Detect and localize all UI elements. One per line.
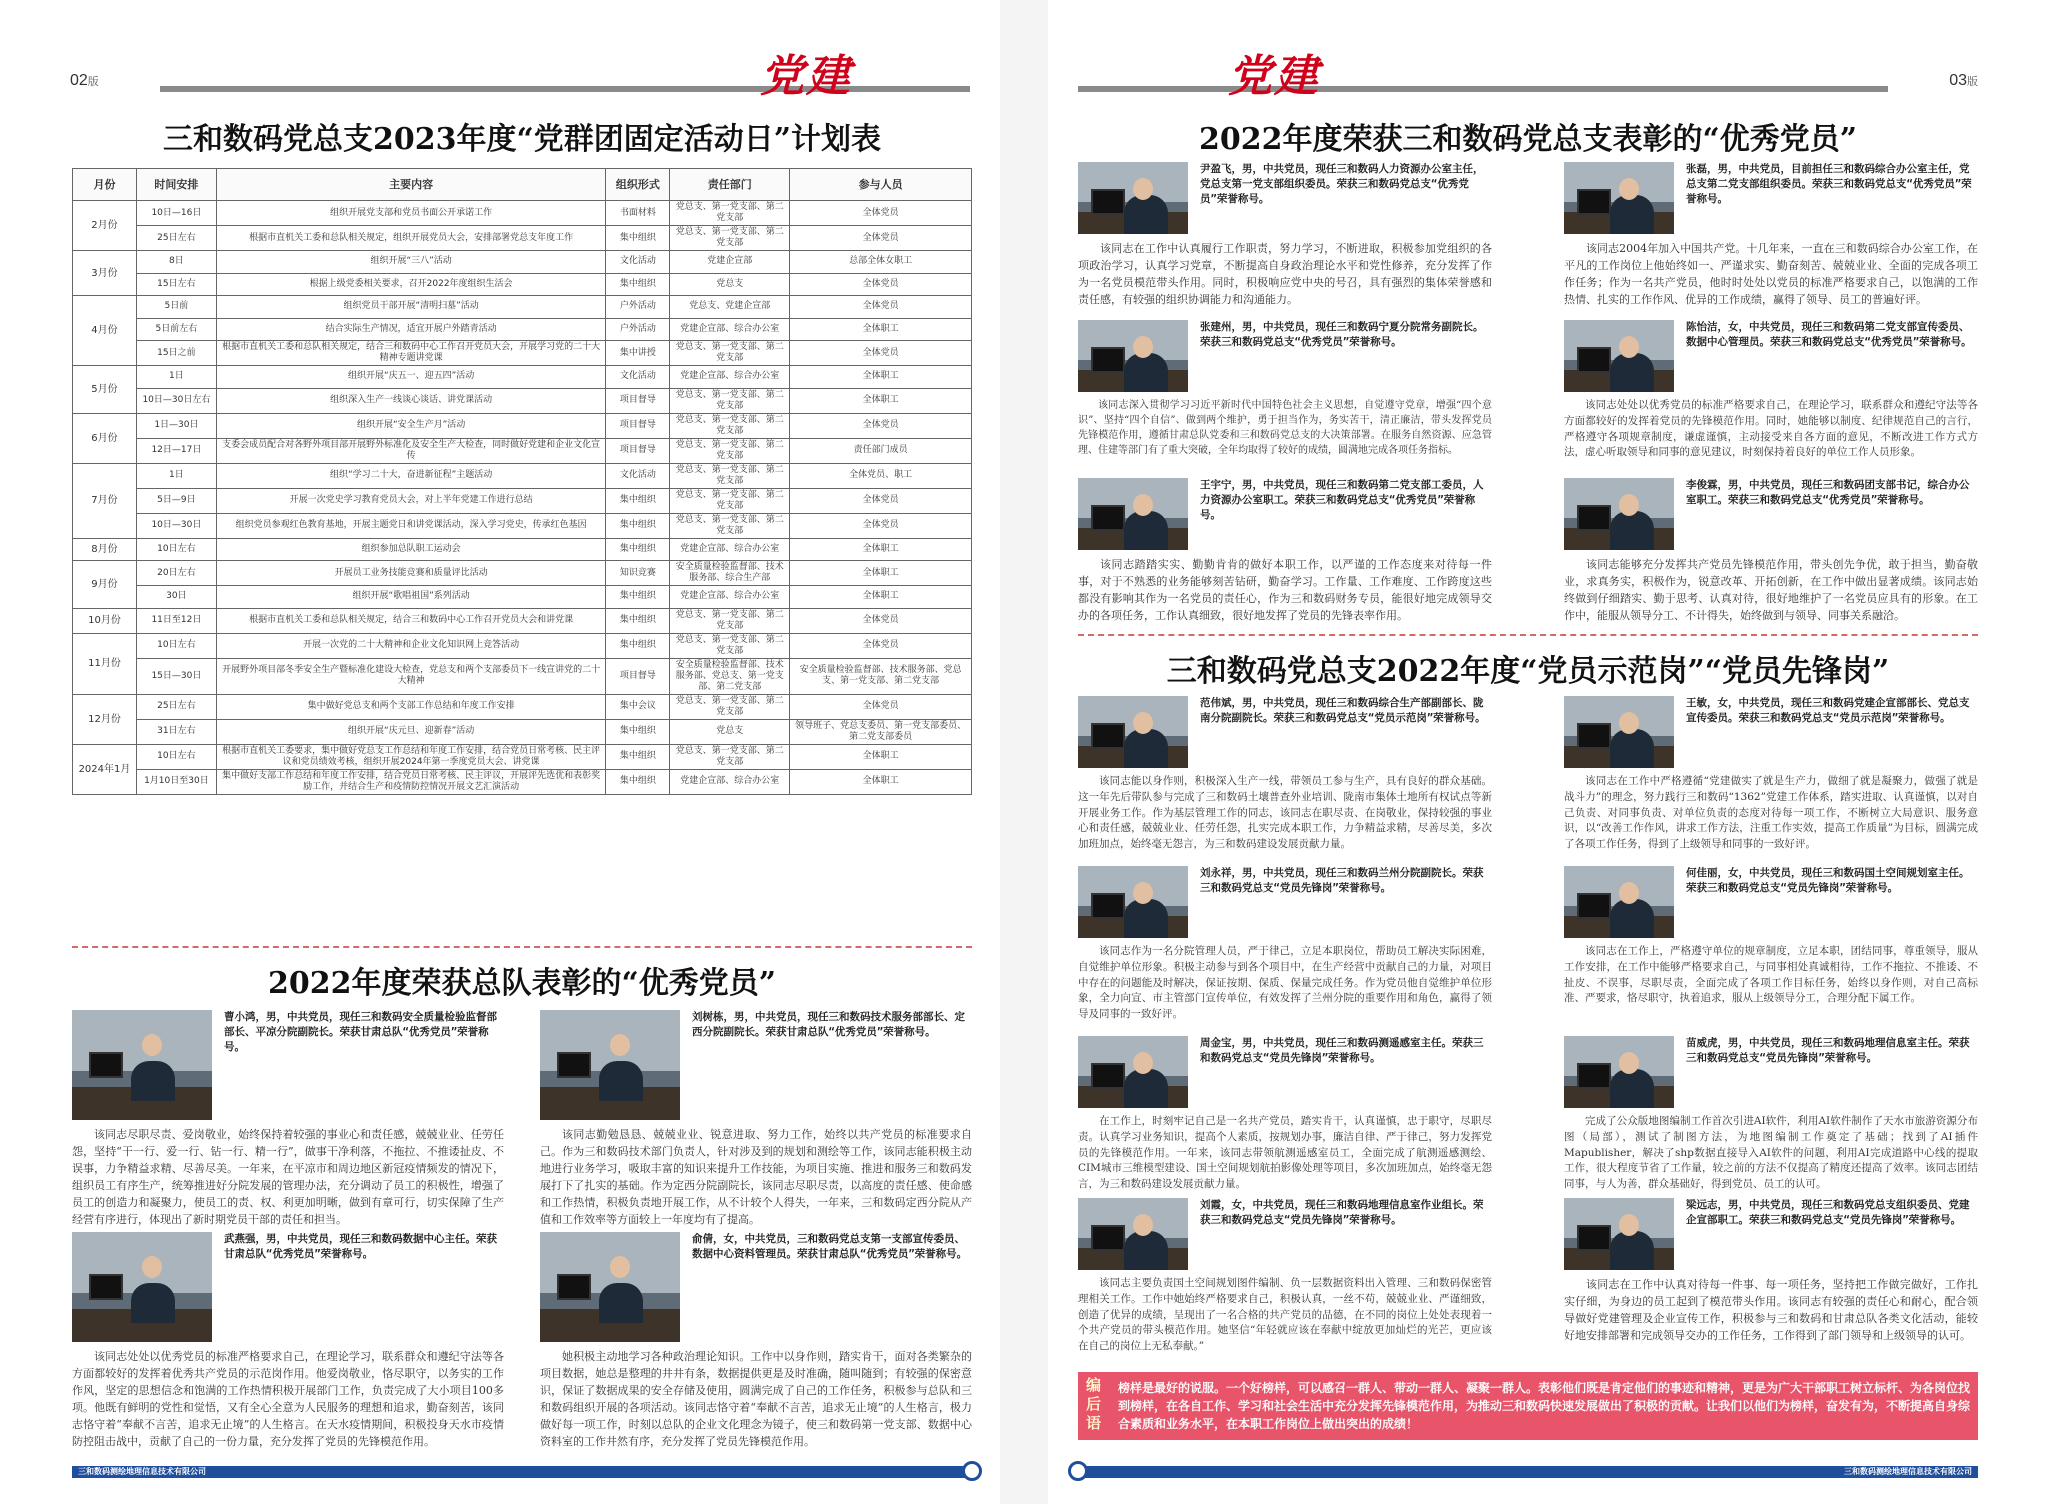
content-cell: 根据上级党委相关要求，召开2022年度组织生活会 xyxy=(216,273,606,296)
people-cell: 全体党员 xyxy=(790,413,972,438)
people-cell: 全体职工 xyxy=(790,769,972,794)
form-cell: 集中组织 xyxy=(606,744,670,769)
member-photo xyxy=(1564,866,1674,938)
time-cell: 10日左右 xyxy=(136,744,216,769)
dept-cell: 党总支 xyxy=(670,719,790,744)
table-header: 月份 xyxy=(73,169,137,201)
dept-cell: 党建企宣部、综合办公室 xyxy=(670,318,790,341)
member-card xyxy=(1564,1198,1978,1358)
table-row xyxy=(73,769,972,794)
month-cell: 11月份 xyxy=(73,633,137,694)
member-card xyxy=(1564,866,1978,1026)
member-text: 该同志尽职尽责、爱岗敬业，始终保持着较强的事业心和责任感，兢兢业业、任劳任怨，坚持“干一行、爱一行、钻一行、精一行”，做事干净利落，不拖拉、不推诿扯皮、不误事，力争精益求精、尽善尽美。一年来，在平凉市和周边地区新冠疫情频发的情况下，组织员工有序生产，统筹推进好分院发展的管理办法，充分调动了员工的积极性，增强了员工的创造力和凝聚力，使员工的责、权、利更加明晰，做到有章可行，切实保障了生产经营有序进行，体现出了新时期党员干部的责任和担当。 xyxy=(72,1128,504,1226)
member-intro: 张磊，男，中共党员，目前担任三和数码综合办公室主任，党总支第二党支部组织委员。荣获三和数码党总支“优秀党员”荣誉称号。 xyxy=(1686,163,1972,205)
member-photo xyxy=(1078,320,1188,392)
plan-title: 三和数码党总支2023年度“党群团固定活动日”计划表 xyxy=(162,122,881,157)
dept-cell: 党总支、第一党支部、第二党支部 xyxy=(670,226,790,251)
pioneer-title: 三和数码党总支2022年度“党员示范岗”“党员先锋岗” xyxy=(1166,654,1890,689)
member-text: 她积极主动地学习各种政治理论知识。工作中以身作则，踏实肯干，面对各类繁杂的项目数据，她总是整理的井井有条，数据提供更是及时准确，随叫随到；有较强的保密意识，保证了数据成果的安全存储及使用，圆满完成了自己的工作任务，积极参与总队和三和数码组织开展的各项活动。该同志恪守着“奉献不言苦，追求无止境”的人生格言，极力做好每一项工作，时刻以总队的企业文化理念为镜子，使三和数码第一党支部、数据中心资料室的工作井然有序，充分发挥了党员先锋模范作用。 xyxy=(540,1350,972,1448)
people-cell: 全体党员 xyxy=(790,273,972,296)
time-cell: 1日 xyxy=(136,366,216,389)
member-text: 该同志能够充分发挥共产党员先锋模范作用，带头创先争优，敢于担当，勤奋敬业，求真务实，积极作为，锐意改革、开拓创新，在工作中做出显著成绩。该同志始终做到仔细踏实、勤于思考、认真对待，很好地维护了一名党员应具有的形象。在工作中，能服从领导分工、不计得失，始终做到与领导、同事关系融洽。 xyxy=(1564,558,1978,622)
people-cell: 全体党员 xyxy=(790,694,972,719)
content-cell: 组织开展“庆元旦、迎新春”活动 xyxy=(216,719,606,744)
time-cell: 1月10日至30日 xyxy=(136,769,216,794)
member-text: 该同志在工作上，严格遵守单位的规章制度，立足本职，团结同事，尊重领导，服从工作安排，在工作中能够严格要求自己，与同事相处真诚相待，工作不拖拉、不推诿、不扯皮、不误事，尽职尽责，全面完成了各项工作目标任务，始终以身作则，对自己高标准、严要求，恪尽职守，执着追求，服从上级领导分工，合理分配下属工作。 xyxy=(1564,945,1978,1005)
member-text: 该同志深入贯彻学习习近平新时代中国特色社会主义思想，自觉遵守党章，增强“四个意识”、坚持“四个自信”、做到两个维护，勇于担当作为，务实苦干，清正廉洁，带头发挥党员先锋模范作用，遵循甘肃总队党委和三和数码党总支的大决策部署。在服务自然资源、应急管理、住建等部门有了重大突破，全年均取得了较好的成绩，圆满地完成各项任务指标。 xyxy=(1078,400,1492,456)
excellent-title: 2022年度荣获三和数码党总支表彰的“优秀党员” xyxy=(1198,122,1857,157)
form-cell: 集中组织 xyxy=(606,488,670,513)
people-cell: 全体党员 xyxy=(790,633,972,658)
month-cell: 4月份 xyxy=(73,296,137,366)
content-cell: 组织“学习二十大，奋进新征程”主题活动 xyxy=(216,463,606,488)
member-intro: 梁远志，男，中共党员，现任三和数码党总支组织委员、党建企宣部职工。荣获三和数码党总支“党员先锋岗”荣誉称号。 xyxy=(1686,1199,1970,1226)
member-card xyxy=(540,1232,972,1452)
form-cell: 集中组织 xyxy=(606,719,670,744)
table-row xyxy=(73,658,972,694)
member-intro: 尹盈飞，男，中共党员，现任三和数码人力资源办公室主任，党总支第一党支部组织委员。荣获三和数码党总支“优秀党员”荣誉称号。 xyxy=(1200,163,1484,205)
table-row xyxy=(73,719,972,744)
form-cell: 文化活动 xyxy=(606,366,670,389)
dept-cell: 党建企宣部 xyxy=(670,251,790,274)
member-photo xyxy=(1078,1036,1188,1108)
member-photo xyxy=(1564,162,1674,234)
member-photo xyxy=(1078,696,1188,768)
form-cell: 文化活动 xyxy=(606,251,670,274)
member-text: 该同志勤勉恳恳、兢兢业业、锐意进取、努力工作，始终以共产党员的标准要求自己。作为三和数码技术部门负责人，针对涉及到的规划和测绘等工作，该同志能积极主动地进行业务学习，吸取丰富的知识来提升工作技能，为项目实施、推进和服务三和数码发展打下了扎实的基础。作为定西分院副院长，该同志尽职尽责，以高度的责任感、使命感和工作热情，积极负责地开展工作，从不计较个人得失，一年来，三和数码定西分院从产值和工作效率等方面较上一年度均有了提高。 xyxy=(540,1128,972,1226)
content-cell: 根据市直机关工委和总队相关规定，结合三和数码中心工作召开党员大会和讲党课 xyxy=(216,608,606,633)
table-header: 参与人员 xyxy=(790,169,972,201)
editor-label: 编后语 xyxy=(1086,1376,1102,1432)
time-cell: 30日 xyxy=(136,586,216,609)
month-cell: 8月份 xyxy=(73,538,137,561)
member-card xyxy=(540,1010,972,1230)
table-row xyxy=(73,413,972,438)
form-cell: 户外活动 xyxy=(606,318,670,341)
member-card xyxy=(72,1232,504,1452)
section-divider xyxy=(1078,634,1978,636)
page-number: 02版 xyxy=(70,72,99,89)
member-card xyxy=(1078,320,1492,470)
form-cell: 集中组织 xyxy=(606,769,670,794)
people-cell: 总部全体女职工 xyxy=(790,251,972,274)
form-cell: 文化活动 xyxy=(606,463,670,488)
plan-table xyxy=(72,168,972,795)
page-03 xyxy=(1048,0,2048,1504)
member-photo xyxy=(1564,1036,1674,1108)
table-row xyxy=(73,388,972,413)
people-cell: 全体职工 xyxy=(790,744,972,769)
footer-bar xyxy=(72,1466,972,1478)
month-cell: 12月份 xyxy=(73,694,137,744)
member-text: 该同志主要负责国土空间规划图件编制、负一层数据资料出入管理、三和数码保密管理相关工作。工作中她始终严格要求自己，积极认真，一丝不苟，兢兢业业、严谨细致，创造了优异的成绩，呈现出了一名合格的共产党员的品德，在不同的岗位上处处表现着一个共产党员的带头模范作用。她坚信“年轻就应该在奉献中绽放更加灿烂的光芒，更应该在自己的岗位上无私奉献。” xyxy=(1078,1277,1492,1352)
member-intro: 李俊霖，男，中共党员，现任三和数码团支部书记，综合办公室职工。荣获三和数码党总支“优秀党员”荣誉称号。 xyxy=(1686,479,1970,506)
people-cell: 全体职工 xyxy=(790,586,972,609)
dept-cell: 党总支、第一党支部、第二党支部 xyxy=(670,513,790,538)
dept-cell: 党总支、第一党支部、第二党支部 xyxy=(670,463,790,488)
member-text: 该同志2004年加入中国共产党。十几年来，一直在三和数码综合办公室工作，在平凡的工作岗位上他始终如一、严谨求实、勤奋刻苦、兢兢业业、全面的完成各项工作任务；作为一名共产党员，他时时处处以党员的标准严格要求自己，以饱满的工作热情、扎实的工作作风、优异的工作成绩，赢得了领导、员工的普遍好评。 xyxy=(1564,242,1978,306)
time-cell: 25日左右 xyxy=(136,226,216,251)
content-cell: 组织开展“三八”活动 xyxy=(216,251,606,274)
member-intro: 张建州，男，中共党员，现任三和数码宁夏分院常务副院长。荣获三和数码党总支“优秀党员”荣誉称号。 xyxy=(1200,321,1484,348)
table-header: 组织形式 xyxy=(606,169,670,201)
member-card xyxy=(1078,866,1492,1026)
dept-cell: 安全质量检验监督部、技术服务部、综合生产部 xyxy=(670,561,790,586)
member-intro: 范伟斌，男，中共党员，现任三和数码综合生产部副部长、陇南分院副院长。荣获三和数码党总支“党员示范岗”荣誉称号。 xyxy=(1200,697,1486,724)
time-cell: 5日前 xyxy=(136,296,216,319)
content-cell: 组织开展“歌唱祖国”系列活动 xyxy=(216,586,606,609)
member-intro: 刘永祥，男，中共党员，现任三和数码兰州分院副院长。荣获三和数码党总支“党员先锋岗”荣誉称号。 xyxy=(1200,867,1484,894)
dept-cell: 党总支、第一党支部、第二党支部 xyxy=(670,413,790,438)
center-gutter xyxy=(1000,0,1048,1504)
member-intro: 王敏，女，中共党员，现任三和数码党建企宣部部长、党总支宣传委员。荣获三和数码党总支“党员示范岗”荣誉称号。 xyxy=(1686,697,1970,724)
dept-cell: 党总支、第一党支部、第二党支部 xyxy=(670,744,790,769)
content-cell: 组织深入生产一线谈心谈话、讲党课活动 xyxy=(216,388,606,413)
member-text: 该同志能以身作则，积极深入生产一线，带领员工参与生产，具有良好的群众基础。这一年先后带队参与完成了三和数码土壤普查外业培训、陇南市集体土地所有权试点等新开展业务工作。作为基层管理工作的同志，该同志在职尽责、在岗敬业，保持较强的事业心和责任感，兢兢业业、任劳任怨，扎实完成本职工作，力争精益求精，尽善尽美，多次加班加点，始终毫无怨言，为三和数码建设发展贡献力量。 xyxy=(1078,775,1492,850)
member-card xyxy=(1078,162,1492,312)
month-cell: 3月份 xyxy=(73,251,137,296)
table-row xyxy=(73,463,972,488)
time-cell: 31日左右 xyxy=(136,719,216,744)
editor-text: 榜样是最好的说服。一个好榜样，可以感召一群人、带动一群人、凝聚一群人。表彰他们既是肯定他们的事迹和精神，更是为广大干部职工树立标杆、为各岗位找到榜样，在各自工作、学习和社会生活中充分发挥先锋模范作用，为推动三和数码快速发展做出了积极的贡献。让我们以他们为榜样，奋发有为，不断提高自身综合素质和业务水平，在本职工作岗位上做出突出的成绩！ xyxy=(1118,1381,1971,1431)
time-cell: 20日左右 xyxy=(136,561,216,586)
dangjian-logo: 党建 xyxy=(1228,51,1320,102)
dept-cell: 党总支、党建企宣部 xyxy=(670,296,790,319)
member-text: 在工作上，时刻牢记自己是一名共产党员，踏实肯干，认真谨慎，忠于职守，尽职尽责。认真学习业务知识，提高个人素质，按规划办事，廉洁自律、严于律己，努力发挥党员的先锋模范作用。一年来，该同志带领航测遥感室员工，全面完成了航测遥感测绘、CIM城市三维模型建设、国土空间规划航拍影像处理等项目，多次加班加点，始终毫无怨言，为三和数码建设发展贡献力量。 xyxy=(1078,1115,1492,1190)
table-row xyxy=(73,226,972,251)
member-photo xyxy=(1078,866,1188,938)
form-cell: 集中组织 xyxy=(606,586,670,609)
member-intro: 王宇宁，男，中共党员，现任三和数码第二党支部工委员，人力资源办公室职工。荣获三和数码党总支“优秀党员”荣誉称号。 xyxy=(1200,479,1484,521)
people-cell: 全体职工 xyxy=(790,366,972,389)
form-cell: 知识竞赛 xyxy=(606,561,670,586)
member-card xyxy=(1564,162,1978,312)
content-cell: 组织开展“安全生产月”活动 xyxy=(216,413,606,438)
member-photo xyxy=(1564,1198,1674,1270)
people-cell: 全体党员、职工 xyxy=(790,463,972,488)
section-title-excellent-team: 2022年度荣获总队表彰的“优秀党员” xyxy=(267,966,776,1001)
content-cell: 组织党员参观红色教育基地，开展主题党日和讲党课活动，深入学习党史，传承红色基因 xyxy=(216,513,606,538)
content-cell: 组织开展党支部和党员书面公开承诺工作 xyxy=(216,201,606,226)
table-row xyxy=(73,366,972,389)
content-cell: 组织开展“庆五一、迎五四”活动 xyxy=(216,366,606,389)
people-cell: 全体党员 xyxy=(790,296,972,319)
table-row xyxy=(73,438,972,463)
content-cell: 结合实际生产情况，适宜开展户外踏青活动 xyxy=(216,318,606,341)
content-cell: 开展员工业务技能竞赛和质量评比活动 xyxy=(216,561,606,586)
time-cell: 1日 xyxy=(136,463,216,488)
content-cell: 组织党员干部开展“清明扫墓”活动 xyxy=(216,296,606,319)
people-cell: 领导班子、党总支委员、第一党支部委员、第二党支部委员 xyxy=(790,719,972,744)
dept-cell: 党总支 xyxy=(670,273,790,296)
table-row xyxy=(73,201,972,226)
month-cell: 10月份 xyxy=(73,608,137,633)
member-photo xyxy=(540,1010,680,1120)
content-cell: 集中做好支部工作总结和年度工作安排，结合党员日常考核、民主评议，开展评先选优和表彰奖励工作，并结合生产和疫情防控情况开展文艺汇演活动 xyxy=(216,769,606,794)
member-text: 该同志处处以优秀党员的标准严格要求自己，在理论学习，联系群众和遵纪守法等各方面都较好的发挥着党员的先锋模范作用。同时，她能够以制度、纪律规范自己的言行，严格遵守各项规章制度，谦虚谨慎，主动接受来自各方面的意见，不断改进工作方式方法，虚心听取领导和同事的意见建议，时刻保持着良好的单位工作人员形象。 xyxy=(1564,399,1978,459)
table-header: 责任部门 xyxy=(670,169,790,201)
table-row xyxy=(73,561,972,586)
table-row xyxy=(73,273,972,296)
time-cell: 10日—30日 xyxy=(136,513,216,538)
member-photo xyxy=(1564,320,1674,392)
member-card xyxy=(1078,478,1492,628)
footer-circle xyxy=(1068,1461,1088,1481)
form-cell: 书面材料 xyxy=(606,201,670,226)
member-card xyxy=(1564,1036,1978,1196)
month-cell: 2月份 xyxy=(73,201,137,251)
footer-company: 三和数码测绘地理信息技术有限公司 xyxy=(1844,1467,1972,1476)
form-cell: 项目督导 xyxy=(606,388,670,413)
time-cell: 11日至12日 xyxy=(136,608,216,633)
member-card xyxy=(1564,478,1978,628)
masthead xyxy=(70,40,970,100)
member-card xyxy=(1078,696,1492,856)
table-row xyxy=(73,296,972,319)
member-photo xyxy=(72,1232,212,1342)
member-photo xyxy=(1078,478,1188,550)
editor-note xyxy=(1078,1372,1978,1440)
time-cell: 15日之前 xyxy=(136,341,216,366)
member-intro: 陈怡洁，女，中共党员，现任三和数码第二党支部宣传委员、数据中心管理员。荣获三和数码党总支“优秀党员”荣誉称号。 xyxy=(1686,321,1972,348)
table-row xyxy=(73,318,972,341)
form-cell: 集中会议 xyxy=(606,694,670,719)
people-cell: 全体职工 xyxy=(790,538,972,561)
dept-cell: 党建企宣部、综合办公室 xyxy=(670,538,790,561)
content-cell: 根据市直机关工委和总队相关规定，组织开展党员大会，安排部署党总支年度工作 xyxy=(216,226,606,251)
time-cell: 5日—9日 xyxy=(136,488,216,513)
time-cell: 10日—30日左右 xyxy=(136,388,216,413)
people-cell: 全体党员 xyxy=(790,513,972,538)
member-card xyxy=(1564,696,1978,856)
time-cell: 25日左右 xyxy=(136,694,216,719)
member-photo xyxy=(72,1010,212,1120)
member-text: 该同志在工作中认真对待每一件事、每一项任务，坚持把工作做完做好，工作扎实仔细，为身边的员工起到了模范带头作用。该同志有较强的责任心和耐心，配合领导做好党建管理及企业宣传工作，积极参与三和数码和甘肃总队各类文化活动，能较好地安排部署和完成领导交办的工作任务，工作得到了部门领导和上级领导的认可。 xyxy=(1564,1278,1978,1342)
table-row xyxy=(73,341,972,366)
table-row xyxy=(73,513,972,538)
dept-cell: 党建企宣部、综合办公室 xyxy=(670,586,790,609)
people-cell: 全体党员 xyxy=(790,226,972,251)
form-cell: 集中组织 xyxy=(606,633,670,658)
form-cell: 项目督导 xyxy=(606,658,670,694)
member-text: 该同志处处以优秀党员的标准严格要求自己，在理论学习，联系群众和遵纪守法等各方面都较好的发挥着优秀共产党员的示范岗作用。他爱岗敬业，恪尽职守，以务实的工作作风，坚定的思想信念和饱满的工作热情积极开展部门工作，负责完成了大小项目100多项。他既有鲜明的党性和觉悟，又有全心全意为人民服务的理想和追求，勤奋刻苦，该同志恪守着“奉献不言苦，追求无止境”的人生格言。在天水疫情期间，积极投身天水市疫情防控阻击战中，贡献了自己的一份力量，充分发挥了党员的先锋模范作用。 xyxy=(72,1350,504,1448)
table-row xyxy=(73,633,972,658)
content-cell: 根据市直机关工委和总队相关规定，结合三和数码中心工作召开党员大会，开展学习党的二十大精神专题讲党课 xyxy=(216,341,606,366)
time-cell: 12日—17日 xyxy=(136,438,216,463)
month-cell: 7月份 xyxy=(73,463,137,538)
footer-bar xyxy=(1078,1466,1978,1478)
time-cell: 10日—16日 xyxy=(136,201,216,226)
dangjian-logo: 党建 xyxy=(760,51,852,102)
people-cell: 全体职工 xyxy=(790,561,972,586)
content-cell: 组织参加总队职工运动会 xyxy=(216,538,606,561)
page-02 xyxy=(0,0,1000,1504)
time-cell: 15日—30日 xyxy=(136,658,216,694)
member-intro: 周金宝，男，中共党员，现任三和数码测遥感室主任。荣获三和数码党总支“党员先锋岗”荣誉称号。 xyxy=(1200,1037,1484,1064)
people-cell: 全体党员 xyxy=(790,608,972,633)
people-cell: 全体职工 xyxy=(790,388,972,413)
member-intro: 曹小鸿，男，中共党员，现任三和数码安全质量检验监督部部长、平凉分院副院长。荣获甘肃总队“优秀党员”荣誉称号。 xyxy=(224,1011,497,1053)
people-cell: 责任部门成员 xyxy=(790,438,972,463)
dept-cell: 党总支、第一党支部、第二党支部 xyxy=(670,341,790,366)
member-text: 该同志踏踏实实、勤勤肯肯的做好本职工作，以严谨的工作态度来对待每一件事，对于不熟悉的业务能够刻苦钻研，勤奋学习。工作量、工作难度、工作跨度这些都没有影响其作为一名党员的责任心，作为三和数码财务专员，能很好地完成领导交办的各项任务，工作认真细致，很好地发挥了党员的先锋表率作用。 xyxy=(1078,558,1492,622)
people-cell: 全体党员 xyxy=(790,341,972,366)
table-header: 主要内容 xyxy=(216,169,606,201)
people-cell: 全体职工 xyxy=(790,318,972,341)
table-row xyxy=(73,538,972,561)
form-cell: 项目督导 xyxy=(606,438,670,463)
member-card xyxy=(1078,1198,1492,1358)
dept-cell: 党建企宣部、综合办公室 xyxy=(670,366,790,389)
page-number: 03版 xyxy=(1949,72,1978,89)
member-intro: 俞倩，女，中共党员，三和数码党总支第一支部宣传委员、数据中心资料管理员。荣获甘肃总队“优秀党员”荣誉称号。 xyxy=(692,1233,968,1260)
people-cell: 安全质量检验监督部、技术服务部、党总支、第一党支部、第二党支部 xyxy=(790,658,972,694)
member-photo xyxy=(1078,162,1188,234)
member-intro: 刘树栋，男，中共党员，现任三和数码技术服务部部长、定西分院副院长。荣获甘肃总队“优秀党员”荣誉称号。 xyxy=(692,1011,965,1038)
form-cell: 集中组织 xyxy=(606,226,670,251)
member-card xyxy=(72,1010,504,1230)
month-cell: 9月份 xyxy=(73,561,137,609)
member-photo xyxy=(540,1232,680,1342)
content-cell: 支委会成员配合对各野外项目部开展野外标准化及安全生产大检查，同时做好党建和企业文化宣传 xyxy=(216,438,606,463)
table-row xyxy=(73,586,972,609)
time-cell: 1日—30日 xyxy=(136,413,216,438)
content-cell: 根据市直机关工委要求，集中做好党总支工作总结和年度工作安排，结合党员日常考核、民主评议和党员绩效考核，组织开展2024年第一季度党员大会、讲党课 xyxy=(216,744,606,769)
table-row xyxy=(73,744,972,769)
time-cell: 15日左右 xyxy=(136,273,216,296)
member-intro: 何佳丽，女，中共党员，现任三和数码国土空间规划室主任。荣获三和数码党总支“党员先锋岗”荣誉称号。 xyxy=(1686,867,1970,894)
member-intro: 刘霞，女，中共党员，现任三和数码地理信息室作业组长。荣获三和数码党总支“党员先锋岗”荣誉称号。 xyxy=(1200,1199,1484,1226)
member-photo xyxy=(1564,478,1674,550)
content-cell: 开展一次党史学习教育党员大会，对上半年党建工作进行总结 xyxy=(216,488,606,513)
member-intro: 苗威虎，男，中共党员，现任三和数码地理信息室主任。荣获三和数码党总支“党员先锋岗”荣誉称号。 xyxy=(1686,1037,1970,1064)
dept-cell: 党总支、第一党支部、第二党支部 xyxy=(670,388,790,413)
table-row xyxy=(73,608,972,633)
content-cell: 开展野外项目部冬季安全生产暨标准化建设大检查，党总支和两个支部委员下一线宣讲党的二十大精神 xyxy=(216,658,606,694)
form-cell: 集中组织 xyxy=(606,538,670,561)
time-cell: 5日前左右 xyxy=(136,318,216,341)
member-text: 该同志在工作中认真履行工作职责，努力学习，不断进取，积极参加党组织的各项政治学习，认真学习党章，不断提高自身政治理论水平和党性修养，充分发挥了作为一名党员模范带头作用。同时，积极响应党中央的号召，具有强烈的集体荣誉感和责任感，有较强的组织协调能力和沟通能力。 xyxy=(1078,242,1492,306)
footer-company: 三和数码测绘地理信息技术有限公司 xyxy=(78,1467,206,1476)
time-cell: 10日左右 xyxy=(136,633,216,658)
content-cell: 开展一次党的二十大精神和企业文化知识网上竞答活动 xyxy=(216,633,606,658)
dept-cell: 党总支、第一党支部、第二党支部 xyxy=(670,488,790,513)
member-photo xyxy=(1078,1198,1188,1270)
masthead-bar xyxy=(1078,86,1888,92)
month-cell: 5月份 xyxy=(73,366,137,414)
form-cell: 户外活动 xyxy=(606,296,670,319)
dept-cell: 安全质量检验监督部、技术服务部、党总支、第一党支部、第二党支部 xyxy=(670,658,790,694)
people-cell: 全体党员 xyxy=(790,201,972,226)
table-header: 时间安排 xyxy=(136,169,216,201)
time-cell: 10日左右 xyxy=(136,538,216,561)
member-text: 该同志在工作中严格遵循“党建做实了就是生产力，做细了就是凝聚力，做强了就是战斗力”的理念，努力践行三和数码“1362”党建工作体系，踏实进取、认真谨慎，以对自己负责、对同事负责、对单位负责的态度对待每一项工作，不断树立大局意识、服务意识，以“改善工作作风，讲求工作方法，注重工作实效，提高工作质量”为目标，圆满完成了各项工作任务，得到了上级领导和同事的一致好评。 xyxy=(1564,775,1978,850)
member-card xyxy=(1564,320,1978,470)
form-cell: 集中组织 xyxy=(606,608,670,633)
dept-cell: 党建企宣部、综合办公室 xyxy=(670,769,790,794)
member-card xyxy=(1078,1036,1492,1196)
dept-cell: 党总支、第一党支部、第二党支部 xyxy=(670,438,790,463)
time-cell: 8日 xyxy=(136,251,216,274)
member-photo xyxy=(1564,696,1674,768)
masthead xyxy=(1078,40,1978,100)
form-cell: 项目督导 xyxy=(606,413,670,438)
month-cell: 6月份 xyxy=(73,413,137,463)
month-cell: 2024年1月 xyxy=(73,744,137,794)
people-cell: 全体党员 xyxy=(790,488,972,513)
table-row xyxy=(73,251,972,274)
table-row xyxy=(73,488,972,513)
dept-cell: 党总支、第一党支部、第二党支部 xyxy=(670,608,790,633)
form-cell: 集中讲授 xyxy=(606,341,670,366)
member-text: 完成了公众版地图编制工作首次引进AI软件，利用AI软件制作了天水市旅游资源分布图（局部），测试了制图方法，为地图编制工作奠定了基础；找到了AI插件Mapublisher，解决了shp数据直接导入AI软件的问题，利用AI完成道路中心线的提取工作，很大程度节省了工作量，较之前的方法不仅提高了精度还提高了效率。该同志团结同事，与人为善，群众基础好，得到党员、员工的认可。 xyxy=(1564,1115,1978,1190)
section-divider xyxy=(72,946,972,948)
table-row xyxy=(73,694,972,719)
form-cell: 集中组织 xyxy=(606,273,670,296)
dept-cell: 党总支、第一党支部、第二党支部 xyxy=(670,694,790,719)
member-intro: 武燕强，男，中共党员，现任三和数码数据中心主任。荣获甘肃总队“优秀党员”荣誉称号。 xyxy=(224,1233,497,1260)
footer-circle xyxy=(962,1461,982,1481)
dept-cell: 党总支、第一党支部、第二党支部 xyxy=(670,201,790,226)
form-cell: 集中组织 xyxy=(606,513,670,538)
member-text: 该同志作为一名分院管理人员，严于律己，立足本职岗位，帮助员工解决实际困难，自觉维护单位形象。积极主动参与到各个项目中，在生产经营中贡献自己的力量，对项目中存在的问题能及时解决，保证按期、保质、保量完成任务。作为党员他自觉维护单位形象，全力向宣、市主管部门宣传单位，有效发挥了兰州分院的重要作用和角色，赢得了领导及同事的一致好评。 xyxy=(1078,945,1492,1020)
dept-cell: 党总支、第一党支部、第二党支部 xyxy=(670,633,790,658)
content-cell: 集中做好党总支和两个支部工作总结和年度工作安排 xyxy=(216,694,606,719)
